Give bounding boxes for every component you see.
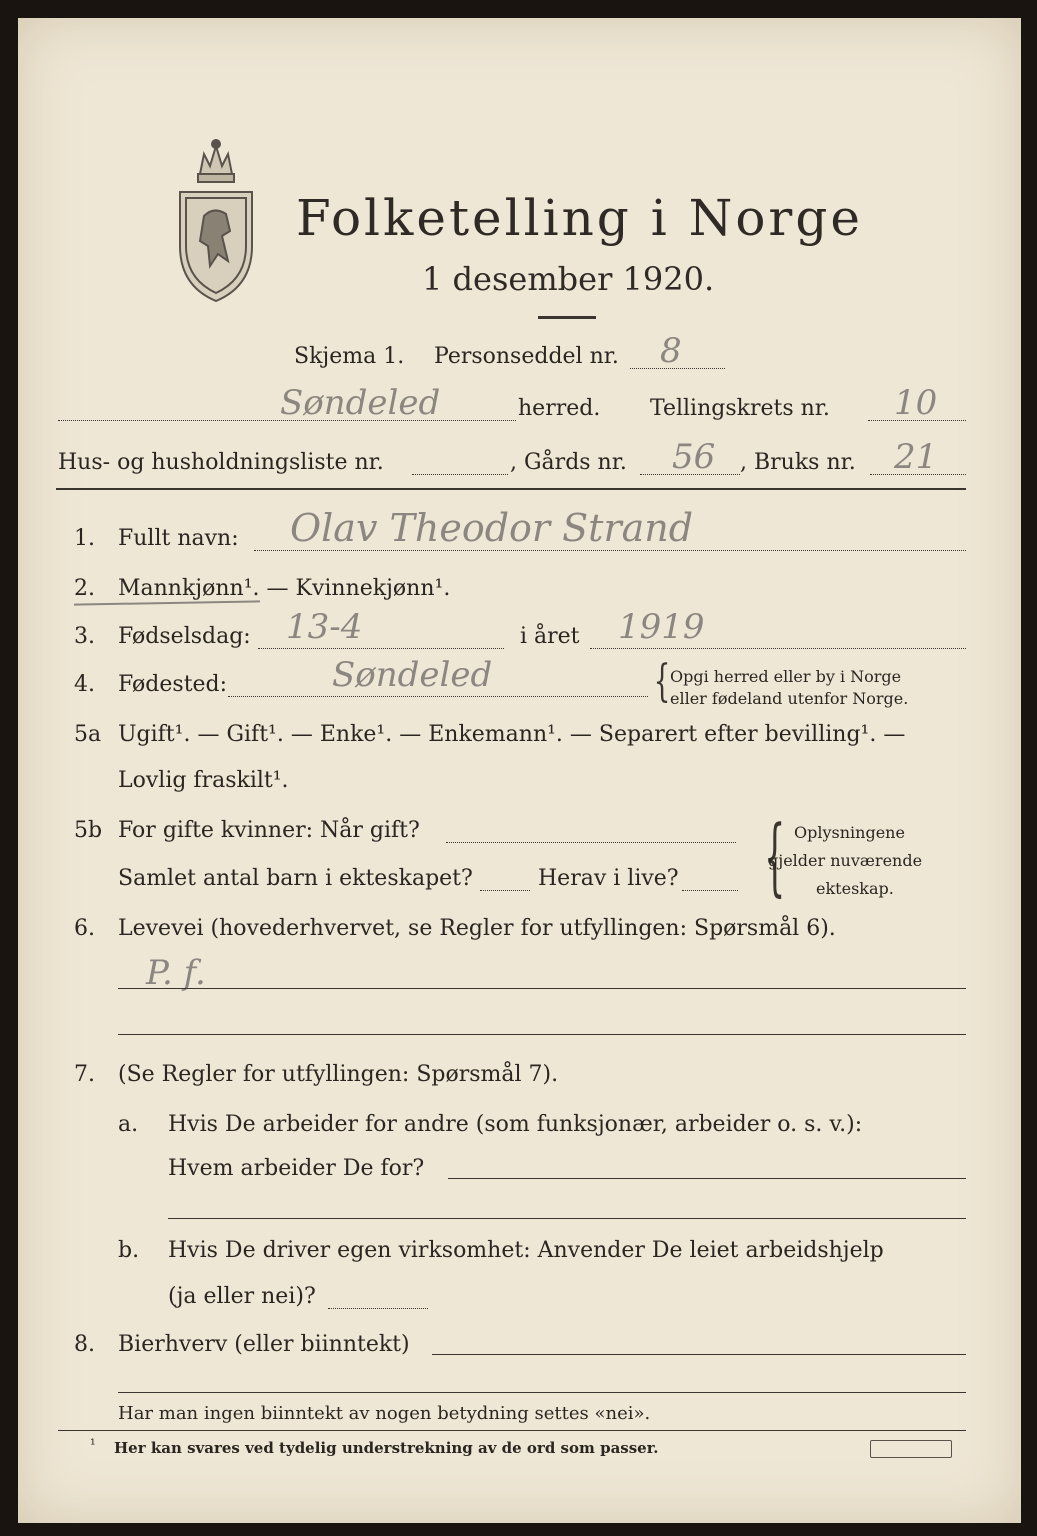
q1-label: Fullt navn: — [118, 526, 239, 551]
herred-label: herred. — [518, 396, 601, 421]
q8-note: Har man ingen biinntekt av nogen betydning settes «nei». — [118, 1403, 651, 1424]
q7a-answer-line — [448, 1178, 966, 1179]
q5b-note-line1: Oplysningene — [794, 823, 905, 842]
census-form-page — [18, 18, 1021, 1523]
q7a-number: a. — [118, 1112, 139, 1137]
census-date: 1 desember 1920. — [422, 260, 715, 298]
personseddel-value[interactable]: 8 — [660, 331, 682, 371]
gards-value[interactable]: 56 — [672, 437, 716, 477]
q7b-line2: (ja eller nei)? — [168, 1284, 316, 1309]
q7a-extra-line — [168, 1218, 966, 1219]
q3-year-value[interactable]: 1919 — [618, 607, 705, 647]
q5b-barn-line — [480, 890, 530, 891]
title-divider — [538, 316, 596, 319]
q4-value[interactable]: Søndeled — [332, 655, 493, 695]
q5a-line2: Lovlig fraskilt¹. — [118, 768, 289, 793]
q5b-live-line — [682, 890, 738, 891]
q2-underline-mannkjonn[interactable] — [74, 600, 260, 605]
q1-number: 1. — [74, 526, 95, 551]
q4-note-line2: eller fødeland utenfor Norge. — [670, 689, 909, 708]
q6-value[interactable]: P. f. — [146, 953, 206, 993]
hus-line — [412, 474, 508, 475]
q3-day-value[interactable]: 13-4 — [286, 607, 363, 647]
q2-label: Mannkjønn¹. — Kvinnekjønn¹. — [118, 576, 451, 601]
tellingskrets-label: Tellingskrets nr. — [650, 396, 830, 421]
herred-value[interactable]: Søndeled — [280, 383, 441, 423]
header-rule — [56, 488, 966, 490]
q7-label: (Se Regler for utfyllingen: Spørsmål 7). — [118, 1062, 559, 1087]
q7b-answer-line — [328, 1308, 428, 1309]
gards-label: , Gårds nr. — [510, 450, 627, 475]
q3-label: Fødselsdag: — [118, 624, 251, 649]
q5b-line2: Samlet antal barn i ekteskapet? — [118, 866, 473, 891]
footnote-mark: ¹ — [90, 1437, 96, 1453]
footnote-text: Her kan svares ved tydelig understrekning av de ord som passer. — [114, 1439, 659, 1457]
personseddel-label: Personseddel nr. — [434, 344, 619, 369]
q8-answer-line — [432, 1354, 966, 1355]
q5b-note-line3: ekteskap. — [816, 879, 894, 898]
q1-value[interactable]: Olav Theodor Strand — [290, 506, 694, 550]
q5b-line1: For gifte kvinner: Når gift? — [118, 818, 420, 843]
coat-of-arms-icon — [170, 136, 262, 304]
q4-note-line1: Opgi herred eller by i Norge — [670, 667, 902, 686]
q8-label: Bierhverv (eller biinntekt) — [118, 1332, 410, 1357]
schema-label: Skjema 1. — [294, 344, 405, 369]
q3-year-line — [590, 648, 966, 649]
q1-line — [254, 550, 966, 551]
q5a-line1: Ugift¹. — Gift¹. — Enke¹. — Enkemann¹. — Separert efter bevilling¹. — — [118, 722, 906, 747]
q4-label: Fødested: — [118, 672, 228, 697]
q3-year-label: i året — [520, 624, 580, 649]
q4-number: 4. — [74, 672, 95, 697]
q5b-note-line2: gjelder nuværende — [768, 851, 923, 870]
printer-stamp-icon — [870, 1440, 952, 1458]
q6-line1 — [118, 988, 966, 989]
q8-number: 8. — [74, 1332, 95, 1357]
q3-number: 3. — [74, 624, 95, 649]
q7-number: 7. — [74, 1062, 95, 1087]
footer-rule — [58, 1430, 966, 1431]
q2-number: 2. — [74, 576, 95, 601]
q5b-gift-line — [446, 842, 736, 843]
q7a-line1: Hvis De arbeider for andre (som funksjonær, arbeider o. s. v.): — [168, 1112, 863, 1137]
q6-label: Levevei (hovederhvervet, se Regler for utfyllingen: Spørsmål 6). — [118, 916, 836, 941]
q8-extra-line — [118, 1392, 966, 1393]
q5b-brace: { — [764, 807, 786, 905]
q5a-number: 5a — [74, 722, 102, 747]
hus-label: Hus- og husholdningsliste nr. — [58, 450, 384, 475]
q3-day-line — [258, 648, 504, 649]
tellingskrets-value[interactable]: 10 — [894, 383, 938, 423]
q5b-number: 5b — [74, 818, 103, 843]
form-title: Folketelling i Norge — [296, 189, 863, 247]
q7b-number: b. — [118, 1238, 140, 1263]
q4-line — [228, 696, 648, 697]
q6-line2 — [118, 1034, 966, 1035]
bruks-value[interactable]: 21 — [894, 437, 938, 477]
q4-brace: { — [653, 656, 671, 707]
bruks-label: , Bruks nr. — [740, 450, 856, 475]
q6-number: 6. — [74, 916, 95, 941]
q7b-line1: Hvis De driver egen virksomhet: Anvender De leiet arbeidshjelp — [168, 1238, 884, 1263]
q7a-line2: Hvem arbeider De for? — [168, 1156, 425, 1181]
q5b-live-label: Herav i live? — [538, 866, 679, 891]
